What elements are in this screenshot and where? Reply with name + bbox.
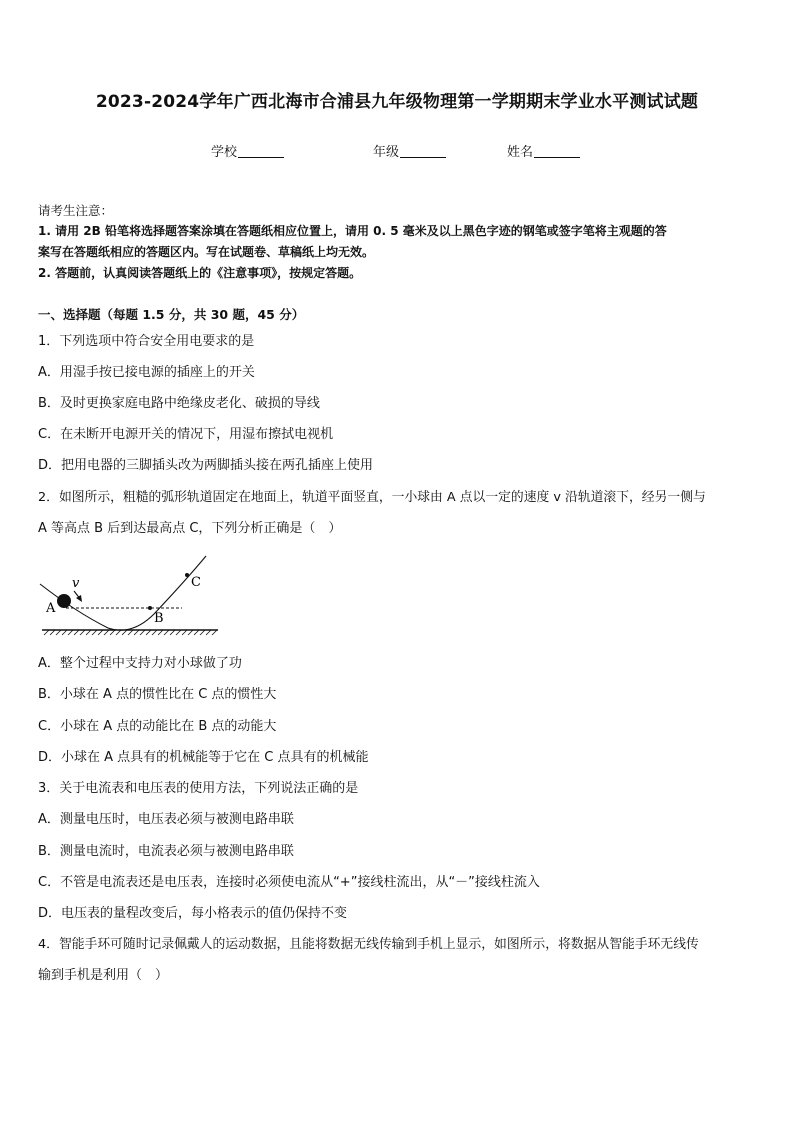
q2-option-a: A．整个过程中支持力对小球做了功 [38, 656, 242, 671]
q3-option-b: B．测量电流时，电流表必须与被测电路串联 [38, 844, 294, 859]
q4-stem-line-2: 输到手机是利用（ ） [38, 968, 169, 983]
q1-option-b: B．及时更换家庭电路中绝缘皮老化、破损的导线 [38, 396, 320, 411]
section-heading: 一、选择题（每题 1.5 分，共 30 题，45 分） [38, 307, 305, 322]
ball [57, 594, 71, 608]
q2-option-d: D．小球在 A 点具有的机械能等于它在 C 点具有的机械能 [38, 750, 369, 765]
q2-option-c: C．小球在 A 点的动能比在 B 点的动能大 [38, 719, 277, 734]
q3-stem: 3．关于电流表和电压表的使用方法，下列说法正确的是 [38, 781, 359, 796]
point-b [148, 606, 152, 610]
school-label: 学校 [211, 145, 238, 160]
q4-stem-line-1: 4．智能手环可随时记录佩戴人的运动数据，且能将数据无线传输到手机上显示，如图所示，将数据从智能手环无线传 [38, 937, 699, 952]
q3-option-d: D．电压表的量程改变后，每小格表示的值仍保持不变 [38, 906, 348, 921]
name-field [507, 141, 580, 160]
q2-stem-line-1: 2．如图所示，粗糙的弧形轨道固定在地面上，轨道平面竖直，一小球由 A 点以一定的速度 v 沿轨道滚下，经另一侧与 [38, 490, 706, 505]
q2-stem-line-2: A 等高点 B 后到达最高点 C，下列分析正确是（ ） [38, 521, 342, 536]
label-c: C [191, 575, 201, 590]
ground-hatch [44, 630, 217, 635]
notice-heading: 请考生注意： [38, 203, 114, 218]
label-a: A [46, 601, 56, 616]
q1-stem: 1．下列选项中符合安全用电要求的是 [38, 334, 255, 349]
q2-option-b: B．小球在 A 点的惯性比在 C 点的惯性大 [38, 687, 277, 702]
q1-option-a: A．用湿手按已接电源的插座上的开关 [38, 365, 255, 380]
track-curve [40, 556, 206, 630]
school-field [211, 141, 284, 160]
q3-option-a: A．测量电压时，电压表必须与被测电路串联 [38, 812, 294, 827]
point-c [185, 573, 189, 577]
notice-item-1-line-2: 案写在答题纸相应的答题区内。写在试题卷、草稿纸上均无效。 [38, 245, 375, 259]
q1-option-d: D．把用电器的三脚插头改为两脚插头接在两孔插座上使用 [38, 458, 374, 473]
grade-blank[interactable] [400, 143, 446, 158]
notice-item-2: 2. 答题前，认真阅读答题纸上的《注意事项》，按规定答题。 [38, 266, 362, 280]
q3-option-c: C．不管是电流表还是电压表，连接时必须使电流从“+”接线柱流出，从“－”接线柱流入 [38, 875, 540, 890]
page-title: 2023-2024学年广西北海市合浦县九年级物理第一学期期末学业水平测试试题 [95, 92, 699, 112]
notice-item-1-line-1: 1. 请用 2B 铅笔将选择题答案涂填在答题纸相应位置上，请用 0. 5 毫米及以上黑色字迹的钢笔或签字笔将主观题的答 [38, 224, 667, 238]
label-v: v [72, 576, 80, 591]
school-blank[interactable] [238, 143, 284, 158]
name-blank[interactable] [534, 143, 580, 158]
grade-label: 年级 [373, 145, 400, 160]
track-figure [36, 552, 226, 642]
name-label: 姓名 [507, 145, 534, 160]
velocity-arrowhead [76, 595, 82, 602]
label-b: B [154, 611, 164, 626]
q1-option-c: C．在未断开电源开关的情况下，用湿布擦拭电视机 [38, 427, 334, 442]
grade-field [373, 141, 446, 160]
